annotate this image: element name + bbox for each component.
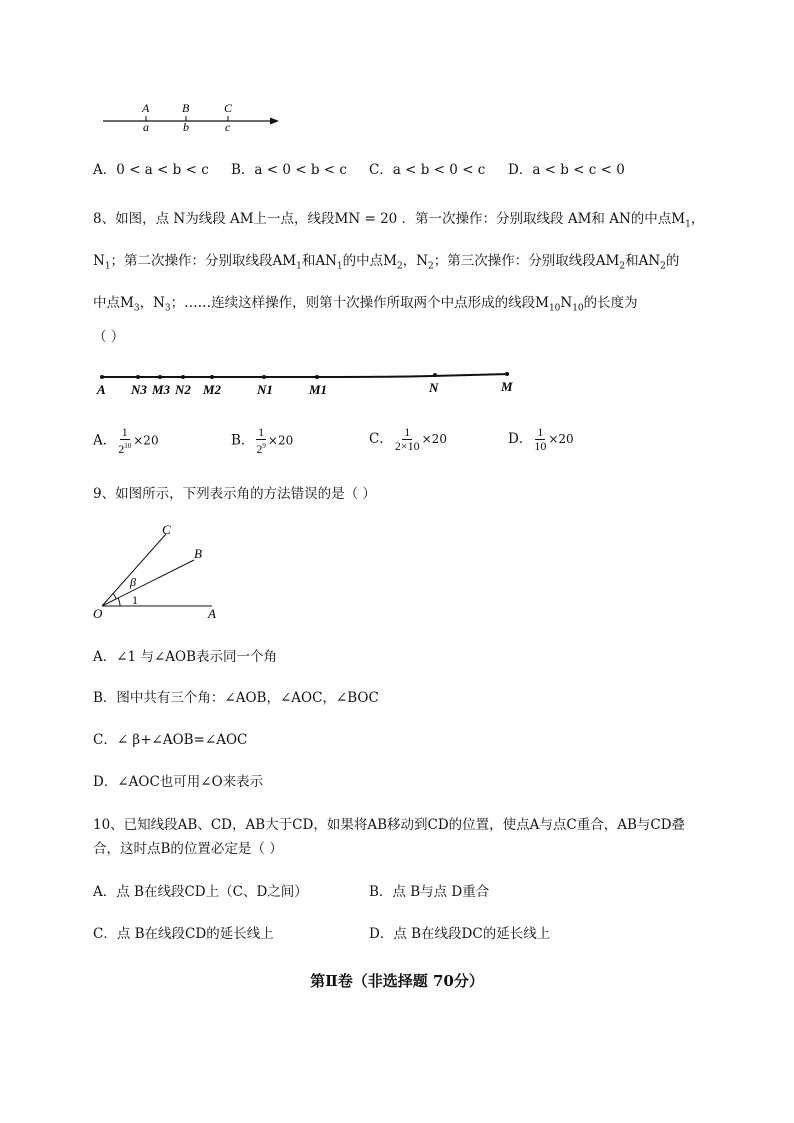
q8-stem-line-1: 8、如图，点 N为线段 AM上一点，线段MN = 20 ．第一次操作：分别取线段 AM和 AN的中点$M_1$，	[93, 211, 705, 230]
value-label-a: a	[143, 120, 149, 134]
fig8-label-n: N	[429, 380, 439, 395]
segment-am	[102, 374, 509, 377]
q10-option-c[interactable]: C．点 B在线段CD的延长线上	[93, 926, 274, 942]
q8-option-c[interactable]: C． $\frac{1}{2\times 10}$ ×20	[369, 425, 447, 453]
angle-figure	[90, 520, 230, 624]
q10-option-a[interactable]: A．点 B在线段CD上（C、D之间）	[93, 884, 308, 900]
fig9-label-beta: β	[130, 575, 136, 589]
fig8-label-n2: N2	[175, 382, 191, 397]
fig8-label-m2: M2	[203, 382, 222, 397]
fig9-label-b: B	[194, 546, 202, 561]
fig9-label-1: 1	[132, 593, 138, 607]
fig8-label-m3: M3	[152, 382, 171, 397]
q9-option-b[interactable]: B．图中共有三个角：∠AOB，∠AOC，∠BOC	[93, 690, 379, 706]
angle-arc-beta	[113, 593, 116, 599]
number-line-figure	[98, 98, 288, 138]
q10-option-d[interactable]: D．点 B在线段DC的延长线上	[369, 926, 551, 942]
fig8-label-a: A	[97, 382, 106, 397]
q7-option-c[interactable]: C．a < b < 0 < c	[369, 162, 486, 178]
q10-stem-line-1: 10、已知线段AB、CD，AB大于CD，如果将AB移动到CD的位置，使点A与点C重合，AB与CD叠	[93, 817, 686, 833]
fig8-label-m1: M1	[309, 382, 328, 397]
section-title: 第Ⅱ卷（非选择题 70分）	[310, 972, 484, 990]
q8-answer-paren: （ ）	[93, 329, 125, 345]
q8-option-d[interactable]: D． $\frac{1}{10}$ ×20	[508, 425, 574, 453]
fig8-label-n1: N1	[257, 382, 273, 397]
q10-option-b[interactable]: B．点 B与点 D重合	[369, 884, 490, 900]
fig9-label-c: C	[162, 522, 171, 537]
point-label-B: B	[182, 101, 190, 115]
q10-stem-line-2: 合，这时点B的位置必定是（ ）	[93, 841, 283, 857]
q7-option-d[interactable]: D．a < b < c < 0	[508, 162, 625, 178]
q9-stem: 9、如图所示，下列表示角的方法错误的是（ ）	[93, 486, 376, 502]
fig8-label-n3: N3	[131, 382, 147, 397]
fig9-label-a: A	[208, 606, 216, 621]
fig8-label-m: M	[501, 379, 513, 394]
ray-ob	[102, 560, 194, 606]
point-label-A: A	[142, 101, 150, 115]
q8-stem-line-3: 中点$M_3$，$N_3$；……连续这样操作，则第十次操作所取两个中点形成的线段$M_{10}N_{10}$的长度为	[93, 295, 638, 314]
value-label-b: b	[183, 120, 189, 134]
q7-option-a[interactable]: A．0 < a < b < c	[93, 162, 209, 178]
value-label-c: c	[225, 120, 231, 134]
q9-option-c[interactable]: C．∠ β+∠AOB=∠AOC	[93, 732, 248, 748]
fig9-label-o: O	[93, 606, 103, 621]
q8-option-a[interactable]: A． $\frac{1}{2^{10}}$ ×20	[93, 425, 159, 456]
q9-option-a[interactable]: A．∠1 与∠AOB表示同一个角	[93, 649, 277, 665]
angle-arc-1	[118, 598, 120, 606]
q7-option-b[interactable]: B．a < 0 < b < c	[231, 162, 347, 178]
number-line-arrow	[270, 118, 279, 125]
q8-stem-line-2: $N_1$；第二次操作：分别取线段$AM_1$和$AN_1$的中点$M_2$，$N_2$；第三次操作：分别取线段$AM_2$和$AN_2$的	[93, 253, 680, 272]
q8-option-b[interactable]: B． $\frac{1}{2^9}$ ×20	[231, 425, 294, 456]
segment-am-figure	[92, 362, 522, 400]
point-label-C: C	[224, 101, 233, 115]
q9-option-d[interactable]: D．∠AOC也可用∠O来表示	[93, 774, 264, 790]
